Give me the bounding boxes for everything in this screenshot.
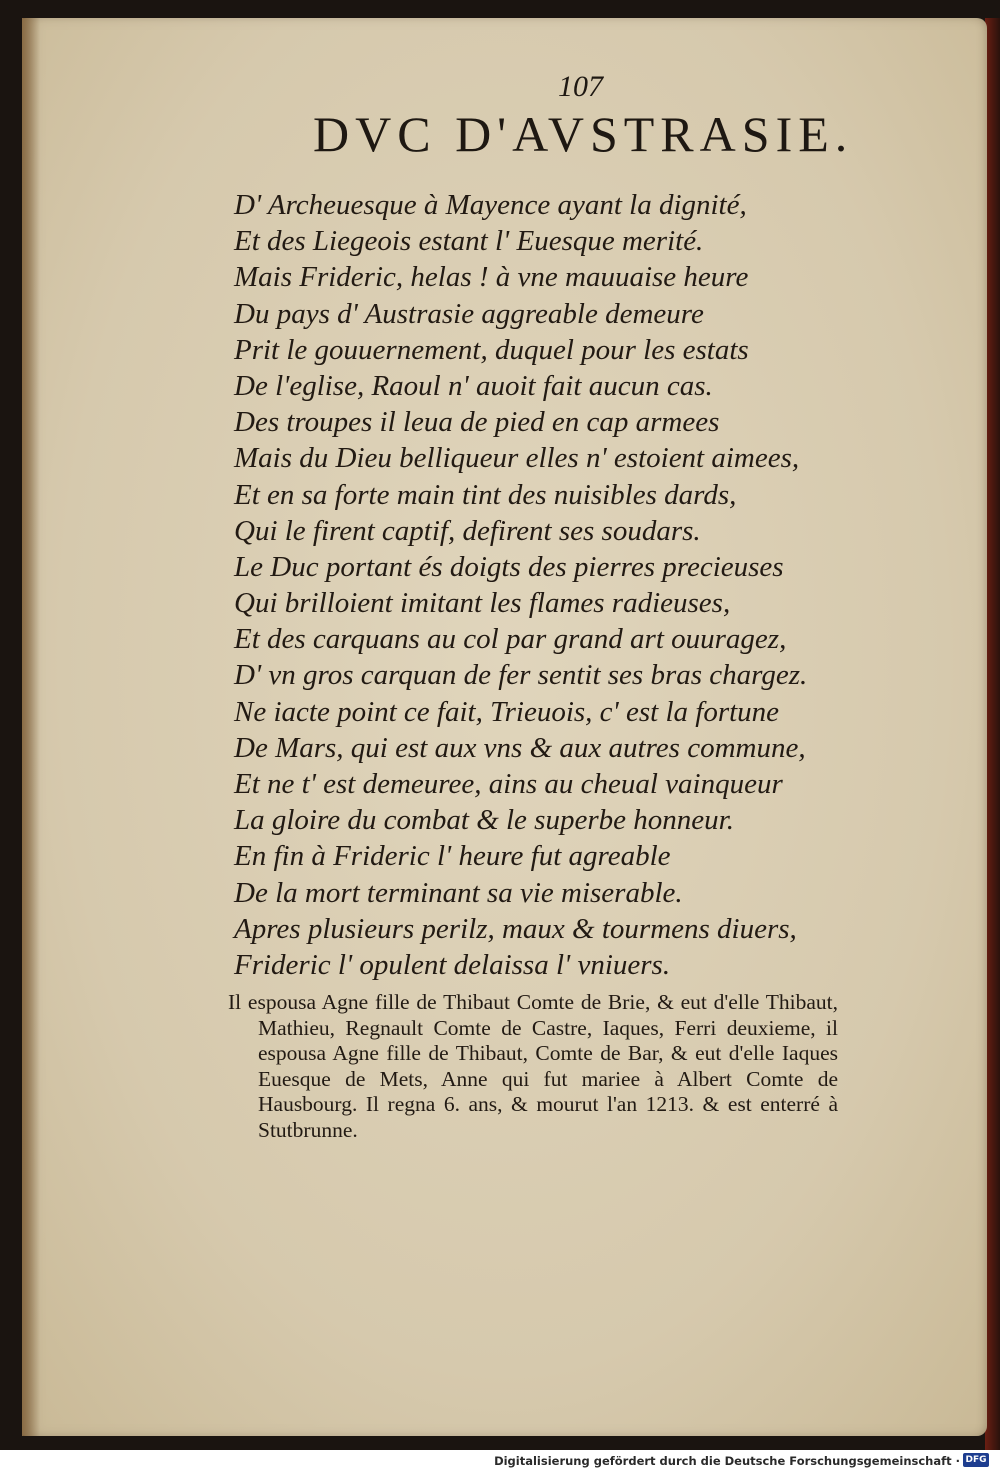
- poem-line: Et ne t' est demeuree, ains au cheual vainqueur: [234, 768, 783, 800]
- poem-line: Qui brilloient imitant les flames radieuses,: [234, 587, 731, 620]
- poem-line: Et en sa forte main tint des nuisibles dards,: [234, 478, 737, 511]
- poem-line: De Mars, qui est aux vns & aux autres commune,: [234, 731, 806, 764]
- poem-line: D' Archeuesque à Mayence ayant la dignité,: [234, 189, 747, 221]
- spine-shadow: [22, 18, 40, 1436]
- dfg-logo: DFG: [963, 1453, 989, 1467]
- poem-line: De la mort terminant sa vie miserable.: [234, 876, 683, 909]
- poem-line: Frideric l' opulent delaissa l' vniuers.: [234, 948, 671, 981]
- book-cover-edge: [985, 18, 1000, 1450]
- poem-line: Des troupes il leua de pied en cap armees: [234, 406, 720, 439]
- poem-line: Ne iacte point ce fait, Trieuois, c' est la fortune: [234, 695, 780, 728]
- page-number: 107: [558, 70, 603, 103]
- poem-line: Et des carquans au col par grand art ouuragez,: [234, 623, 787, 656]
- funding-note: Digitalisierung gefördert durch die Deutsche Forschungsgemeinschaft ·: [494, 1454, 960, 1468]
- poem-line: Le Duc portant és doigts des pierres precieuses: [234, 550, 784, 583]
- poem-line: Mais Frideric, helas ! à vne mauuaise heure: [234, 261, 749, 294]
- poem-line: Mais du Dieu belliqueur elles n' estoient aimees,: [234, 442, 800, 475]
- prose-paragraph: [228, 990, 838, 1143]
- poem-line: Qui le firent captif, defirent ses soudars.: [234, 514, 701, 547]
- poem-line: Du pays d' Austrasie aggreable demeure: [234, 297, 704, 330]
- running-head: DVC D'AVSTRASIE.: [313, 106, 854, 162]
- poem-line: Apres plusieurs perilz, maux & tourmens diuers,: [234, 912, 797, 945]
- poem-line: De l'eglise, Raoul n' auoit fait aucun cas.: [234, 369, 713, 402]
- poem-line: En fin à Frideric l' heure fut agreable: [234, 840, 671, 873]
- poem-verses: [234, 187, 874, 983]
- poem-line: Et des Liegeois estant l' Euesque merité.: [234, 225, 704, 258]
- poem-line: Prit le gouuernement, duquel pour les estats: [234, 333, 749, 366]
- poem-line: D' vn gros carquan de fer sentit ses bras chargez.: [234, 659, 808, 692]
- poem-line: La gloire du combat & le superbe honneur.: [234, 804, 734, 837]
- prose-text: Il espousa Agne fille de Thibaut Comte de Brie, & eut d'elle Thibaut, Mathieu, Regnault Comte de Castre, Iaques, Ferri deuxieme, il espousa Agne fille de Thibaut, Comte de Bar, & eut d'elle Iaques Euesque de Mets, Anne qui fut mariee à Albert Comte de Hausbourg. Il regna 6. ans, & mourut l'an 1213. & est enterré à Stutbrunne.: [228, 990, 838, 1142]
